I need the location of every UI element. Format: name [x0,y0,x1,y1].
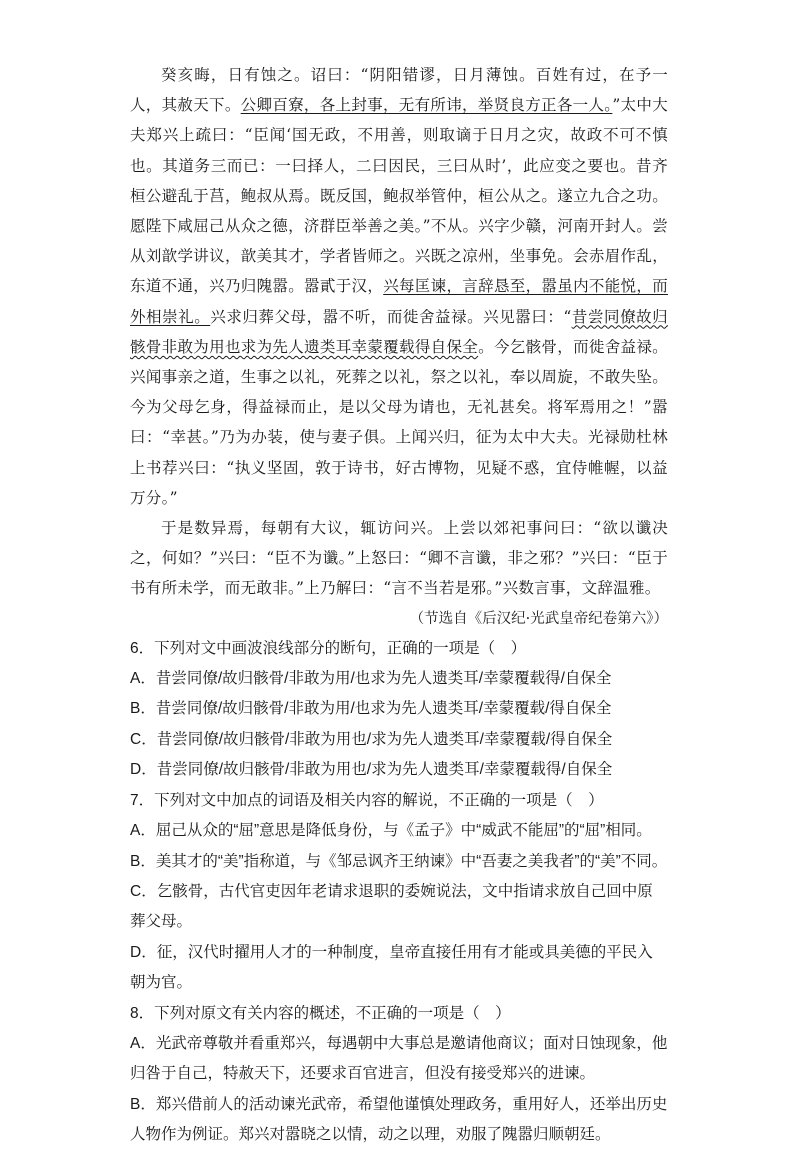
passage-paragraph-2: 于是数异焉，每朝有大议，辄访问兴。上尝以郊祀事问曰：“欲以谶决之，何如？”兴曰：“臣不为谶。”上怒曰：“卿不言谶，非之邪？”兴曰：“臣于书有所未学，而无敢非。”上乃解曰：“言不当若是邪。”兴数言事，文辞温雅。 [130,519,668,598]
option-d[interactable]: D．昔尝同僚/故归骸骨/非敢为用也/求为先人遗类耳/幸蒙覆载得/自保全 [130,761,613,779]
question-list [130,634,668,1151]
passage-text: ”太中大夫郑兴上疏曰：“臣闻‘国无政，不用善，则取谪于日月之灾，故政不可不慎也。其道务三而已：一曰择人，二曰因民，三曰从时’，此应变之要也。昔齐桓公避乱于莒，鲍叔从焉。既反国，鲍叔举管仲，桓公从之。遂立九合之功。愿陛下咸屈己从众之德，济群臣举善之美。”不从。兴字少赣，河南开封人。尝从刘歆学讲议，歆美其才，学者皆师之。兴既之凉州，坐事免。会赤眉作乱，东道不通，兴乃归隗嚣。嚣貳于汉， [130,96,669,296]
wavy-underlined-sentence: 昔尝同僚故归骸骨非敢为用也求为先人遗类耳幸蒙覆载得自保全 [130,307,668,356]
question-8 [130,999,668,1151]
question-7 [130,786,668,999]
option-a[interactable]: A．昔尝同僚/故归骸骨/非敢为用/也求为先人遗类耳/幸蒙覆载得/自保全 [130,670,612,688]
passage-text: 癸亥晦，日有蚀之。诏曰：“阴阳错谬，日月薄蚀。百姓有过，在予一人，其赦天下。 [130,66,668,115]
passage-paragraph-1 [130,60,668,513]
passage-source: （节选自《后汉纪·光武皇帝纪卷第六》） [409,610,668,627]
option-b[interactable]: B．美其才的“美”指称道，与《邹忌讽齐王纳谏》中“吾妻之美我者”的“美”不同。 [130,852,668,870]
classical-chinese-passage [130,60,668,604]
option-c[interactable]: C．乞骸骨，古代官吏因年老请求退职的委婉说法，文中指请求放自己回中原葬父母。 [130,882,653,931]
question-stem: 6．下列对文中画波浪线部分的断句，正确的一项是（ ） [130,639,527,657]
underlined-sentence-2: 兴每匡谏，言辞恳至，嚣虽内不能悦，而外相崇礼。 [130,277,668,326]
passage-text: 。今乞骸骨，而徙舍益禄。兴闻事亲之道，生事之以礼，死葬之以礼，祭之以礼，奉以周旋，不敢失坠。今为父母乞身，得益禄而止，是以父母为请也，无礼甚矣。将军焉用之！”嚣曰：“幸甚。”乃为办装，使与妻子俱。上闻兴归，征为太中大夫。光禄勋杜林上书荐兴曰：“执义坚固，敦于诗书，好古博物，见疑不惑，宜侍帷幄，以益万分。” [130,337,668,507]
question-stem: 7．下列对文中加点的词语及相关内容的解说，不正确的一项是（ ） [130,791,604,809]
option-b[interactable]: B．郑兴借前人的活动谏光武帝，希望他谨慎处理政务，重用好人，还举出历史人物作为例证。郑兴对嚣晓之以情，动之以理，劝服了隗嚣归顺朝廷。 [130,1095,668,1144]
option-d[interactable]: D．征，汉代时擢用人才的一种制度，皇帝直接任用有才能或具美德的平民入朝为官。 [130,943,653,992]
option-b[interactable]: B．昔尝同僚/故归骸骨/非敢为用/也求为先人遗类耳/幸蒙覆载/得自保全 [130,700,612,718]
passage-text: 兴求归葬父母，嚣不听，而徙舍益禄。兴见嚣曰：“ [210,307,572,326]
underlined-sentence-1: 公卿百寮，各上封事，无有所讳，举贤良方正各一人。 [240,96,613,115]
option-c[interactable]: C．昔尝同僚/故归骸骨/非敢为用也/求为先人遗类耳/幸蒙覆载/得自保全 [130,730,613,748]
question-stem: 8．下列对原文有关内容的概述，不正确的一项是（ ） [130,1004,511,1022]
option-a[interactable]: A．光武帝尊敬并看重郑兴，每遇朝中大事总是邀请他商议；面对日蚀现象，他归咎于自己，特赦天下，还要求百官进言，但没有接受郑兴的进谏。 [130,1034,668,1083]
question-6 [130,634,668,786]
option-a[interactable]: A．屈己从众的“屈”意思是降低身份，与《孟子》中“威武不能屈”的“屈”相同。 [130,822,652,840]
